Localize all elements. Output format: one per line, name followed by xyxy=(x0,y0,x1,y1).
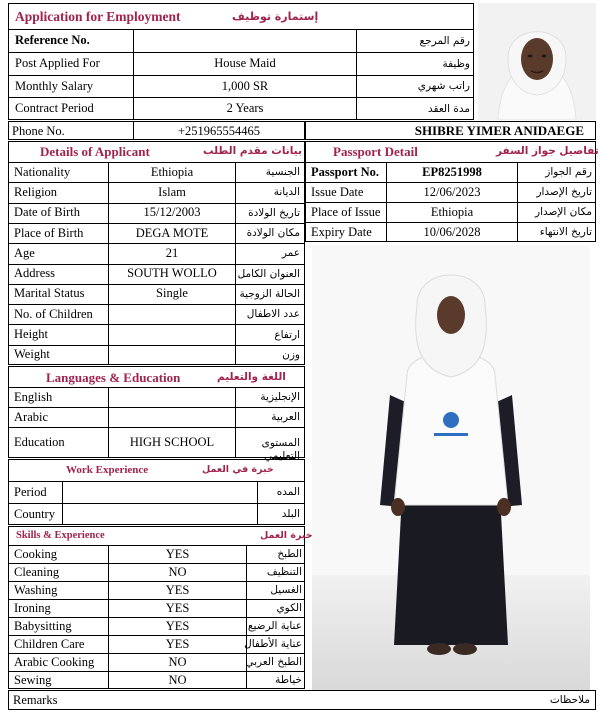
applicant-row-label: Date of Birth xyxy=(14,205,80,220)
top-row xyxy=(8,97,474,120)
top-row xyxy=(8,52,474,75)
applicant-row-label-arabic: ارتفاع xyxy=(274,328,300,341)
applicant-row xyxy=(8,304,305,324)
top-row-label-arabic: مدة العقد xyxy=(428,102,470,115)
skills-title-arabic: خبرة العمل xyxy=(260,530,313,541)
phone-label: Phone No. xyxy=(12,124,65,138)
language-row-label: Education xyxy=(14,435,65,449)
applicant-row-label-arabic: عدد الاطفال xyxy=(246,308,300,321)
applicant-portrait-photo xyxy=(478,3,596,120)
skill-row-label: Cooking xyxy=(14,546,58,561)
skill-row-label-arabic: الكوي xyxy=(276,602,302,614)
passport-title-arabic: تفاصيل جواز السفر xyxy=(496,145,599,157)
remarks-row xyxy=(8,690,596,710)
skill-row-label: Washing xyxy=(14,582,58,597)
skill-row-value: NO xyxy=(168,564,187,579)
applicant-row xyxy=(8,243,305,263)
language-row-value: HIGH SCHOOL xyxy=(129,435,215,449)
skill-row-label-arabic: الغسيل xyxy=(270,584,302,596)
applicant-row xyxy=(8,324,305,344)
applicant-row-label: Place of Birth xyxy=(14,225,84,240)
skill-row xyxy=(8,635,305,653)
applicant-row-value: SOUTH WOLLO xyxy=(127,266,217,281)
work-row-label-arabic: المده xyxy=(276,486,300,498)
passport-row-label-arabic: تاريخ الإصدار xyxy=(536,186,592,198)
language-row-label-arabic: المستوى التعليمي xyxy=(261,436,300,463)
applicant-title: Details of Applicant xyxy=(40,144,150,159)
top-row-label-arabic: وظيفة xyxy=(442,57,470,70)
form-title: Application for Employment xyxy=(15,9,181,24)
applicant-row-label-arabic: وزن xyxy=(282,348,300,361)
language-row-label-arabic: الإنجليزية xyxy=(260,391,300,403)
skill-row-value: YES xyxy=(165,582,190,597)
passport-row-label-arabic: مكان الإصدار xyxy=(535,206,592,218)
applicant-row-label: Height xyxy=(14,327,49,342)
top-row-label: Monthly Salary xyxy=(15,78,94,93)
phone-value: +251965554465 xyxy=(177,124,261,138)
applicant-full-body-photo xyxy=(312,245,590,690)
work-row-label: Country xyxy=(14,506,55,521)
work-row-label-arabic: البلد xyxy=(281,508,300,520)
applicant-row xyxy=(8,223,305,243)
skill-row-label-arabic: خياطة xyxy=(275,674,302,686)
passport-row-label: Expiry Date xyxy=(311,224,372,239)
passport-title: Passport Detail xyxy=(333,144,418,159)
top-row-label-arabic: راتب شهري xyxy=(417,80,470,92)
passport-row-label-arabic: تاريخ الانتهاء xyxy=(539,226,592,238)
applicant-row-label: No. of Children xyxy=(14,306,93,321)
skill-row xyxy=(8,545,305,563)
applicant-row-label-arabic: تاريخ الولادة xyxy=(248,206,300,219)
skills-title: Skills & Experience xyxy=(16,530,105,541)
skill-row-value: NO xyxy=(168,654,187,669)
skill-row xyxy=(8,671,305,689)
applicant-row xyxy=(8,182,305,202)
top-row-label: Contract Period xyxy=(15,101,94,115)
passport-row-value: 12/06/2023 xyxy=(423,184,481,199)
language-row xyxy=(8,407,305,427)
skill-row-label-arabic: عناية الرضيع xyxy=(247,620,302,632)
work-title: Work Experience xyxy=(66,464,149,476)
applicant-row xyxy=(8,203,305,223)
passport-row xyxy=(305,182,596,202)
applicant-row xyxy=(8,284,305,304)
passport-row xyxy=(305,162,596,182)
applicant-row-label-arabic: مكان الولادة xyxy=(246,227,300,240)
applicant-row-value: Ethiopia xyxy=(150,164,194,179)
passport-row-value: EP8251998 xyxy=(422,164,482,179)
top-row xyxy=(8,75,474,97)
applicant-row-value: DEGA MOTE xyxy=(135,225,209,240)
passport-row-label-arabic: رقم الجواز xyxy=(545,166,592,178)
skill-row-value: YES xyxy=(165,636,190,651)
passport-row-label: Passport No. xyxy=(311,164,380,179)
applicant-row-label-arabic: عمر xyxy=(281,247,300,260)
applicant-title-arabic: بيانات مقدم الطلب xyxy=(203,145,302,157)
skill-row-value: YES xyxy=(165,546,190,561)
applicant-row-value: Islam xyxy=(158,184,186,199)
applicant-row xyxy=(8,162,305,182)
languages-title: Languages & Education xyxy=(46,370,181,385)
passport-row-label: Place of Issue xyxy=(311,204,381,219)
work-row-label: Period xyxy=(14,484,47,499)
applicant-row xyxy=(8,345,305,365)
top-row-label-arabic: رقم المرجع xyxy=(419,34,470,47)
passport-row-value: Ethiopia xyxy=(430,204,474,219)
skill-row-value: NO xyxy=(168,672,187,687)
skill-row-label: Babysitting xyxy=(14,618,72,633)
applicant-row-label-arabic: العنوان الكامل xyxy=(237,267,300,280)
skill-row xyxy=(8,653,305,671)
work-row xyxy=(8,481,305,503)
skill-row-label-arabic: الطبخ العربي xyxy=(245,656,302,668)
language-row xyxy=(8,387,305,407)
top-row xyxy=(8,29,474,52)
skill-row-label: Children Care xyxy=(14,636,85,651)
skill-row xyxy=(8,563,305,581)
applicant-row-label: Nationality xyxy=(14,164,71,179)
top-row-value: 1,000 SR xyxy=(221,78,269,93)
passport-row-label: Issue Date xyxy=(311,184,364,199)
applicant-row-value: Single xyxy=(156,286,188,301)
applicant-row-label-arabic: الديانة xyxy=(273,186,300,199)
skill-row-label-arabic: التنظيف xyxy=(266,566,302,578)
applicant-row-label: Weight xyxy=(14,347,50,362)
skill-row-label: Sewing xyxy=(14,672,52,687)
applicant-row-label: Marital Status xyxy=(14,286,85,301)
applicant-row-value: 15/12/2003 xyxy=(143,205,201,220)
language-row-label: Arabic xyxy=(14,409,49,424)
skill-row xyxy=(8,599,305,617)
applicant-row xyxy=(8,264,305,284)
skill-row-label: Cleaning xyxy=(14,564,60,579)
skill-row xyxy=(8,617,305,635)
top-row-label: Reference No. xyxy=(15,33,90,47)
form-title-arabic: إستمارة توظيف xyxy=(232,10,319,23)
skill-row-label-arabic: الطبخ xyxy=(277,548,302,560)
languages-title-arabic: اللغة والتعليم xyxy=(217,371,286,383)
top-row-value: 2 Years xyxy=(226,101,264,115)
applicant-row-label-arabic: الجنسية xyxy=(265,166,300,179)
work-title-arabic: خبرة في العمل xyxy=(202,464,274,475)
applicant-row-label: Age xyxy=(14,245,35,260)
applicant-row-label: Religion xyxy=(14,184,58,199)
skill-row-label-arabic: عناية الأطفال xyxy=(244,638,302,650)
skill-row-value: YES xyxy=(165,618,190,633)
applicant-row-label-arabic: الحالة الزوجية xyxy=(239,287,300,300)
top-row-value: House Maid xyxy=(214,56,276,70)
skill-row-label: Ironing xyxy=(14,600,51,615)
applicant-full-name: SHIBRE YIMER ANIDAEGE xyxy=(414,123,584,138)
remarks-label: Remarks xyxy=(13,693,58,707)
work-row xyxy=(8,503,305,525)
skill-row-label: Arabic Cooking xyxy=(14,654,95,669)
skill-row-value: YES xyxy=(165,600,190,615)
skill-row xyxy=(8,581,305,599)
language-row-label-arabic: العربية xyxy=(271,411,300,423)
applicant-row-value: 21 xyxy=(165,245,179,260)
passport-row xyxy=(305,222,596,242)
language-row-label: English xyxy=(14,389,53,404)
language-row xyxy=(8,427,305,463)
remarks-label-arabic: ملاحظات xyxy=(549,694,590,706)
applicant-row-label: Address xyxy=(14,266,55,281)
top-row-label: Post Applied For xyxy=(15,56,100,70)
passport-row xyxy=(305,202,596,222)
passport-row-value: 10/06/2028 xyxy=(423,224,481,239)
